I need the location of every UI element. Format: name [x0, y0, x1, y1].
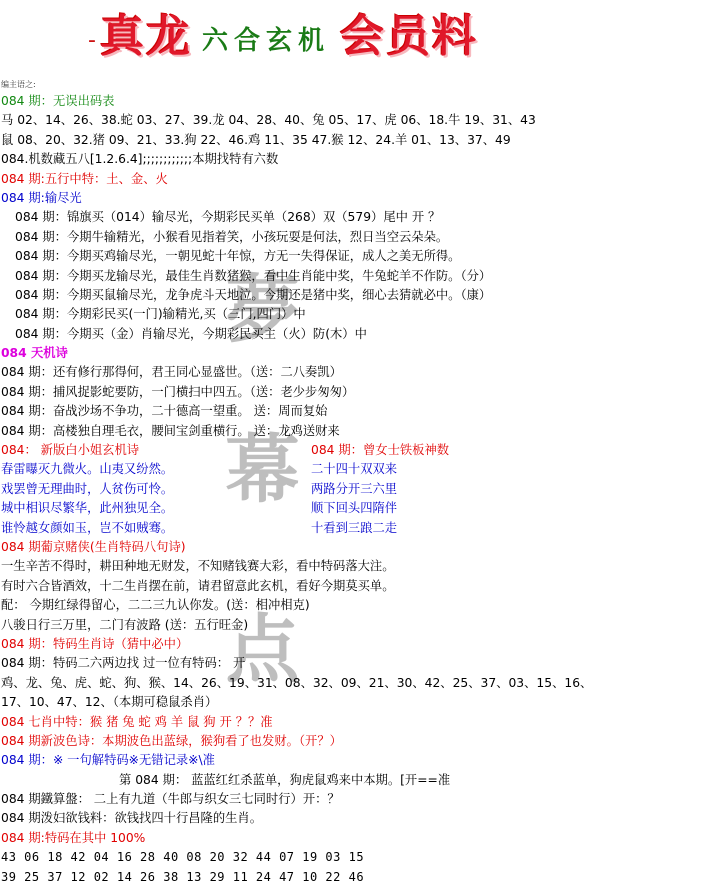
page-title	[88, 4, 478, 66]
page-header	[0, 0, 720, 70]
text-line: 第 084 期： 蓝蓝红红杀蓝单，狗虎鼠鸡来中本期。[开==准	[119, 772, 451, 787]
title-dash: -	[88, 28, 96, 53]
poem-line: 谁怜越女颜如玉，岂不如贼骞。	[1, 520, 174, 535]
text-line: 084 期：今期买鸡输尽光，一朝见蛇十年惊，方无一失得保证，成人之美无所得。	[15, 249, 461, 264]
text-line: 084 期：今期买（金）肖输尽光，今期彩民买主（火）防(木）中	[15, 326, 367, 341]
text-line: 084 期：今期彩民买(一门)输精光,买（三门,四门）中	[15, 307, 306, 322]
section-heading: 084 期：无误出码表	[1, 94, 115, 108]
text-line: 084 期：高楼独自理毛衣，腰间宝剑重横行。 送：龙鸡送财来	[1, 423, 340, 438]
poem-line: 春雷曝灭九微火。山夷又纷然。	[1, 462, 174, 477]
number-row: 43 06 18 42 04 16 28 40 08 20 32 44 07 19 03 15	[1, 850, 365, 865]
title-end: 会员料	[339, 11, 478, 62]
two-column-row	[1, 480, 719, 499]
two-column-row	[1, 519, 719, 538]
title-main: 真龙	[99, 11, 192, 62]
editor-note: 编主语之:	[1, 80, 36, 89]
poem-line: 二十四十双双来	[311, 462, 398, 477]
text-line: 17、10、47、12、（本期可稳鼠杀肖）	[1, 695, 218, 710]
text-line: 084 期：奋战沙场不争功，二十德高一望重。 送：周而复始	[1, 404, 328, 419]
two-column-row	[1, 460, 719, 479]
poem-line: 城中相识尽繁华，此州独见全。	[1, 501, 174, 516]
text-line	[1, 713, 719, 732]
section-heading: 084 期：曾女士铁板神数	[311, 443, 450, 458]
text-line: 084 期泼妇欲钱料：欲钱找四十行昌隆的生肖。	[1, 811, 263, 826]
two-column-row	[1, 441, 719, 460]
poem-line: 顺下回头四隋伴	[311, 501, 398, 516]
text-line: 084 期：今期买龙输尽光，最佳生肖数猪猴，看中生肖能中奖，牛兔蛇羊不作防。（分）	[15, 268, 492, 283]
text-line: 有时六合皆酒效，十二生肖摆在前，请君留意此玄机，看好今期莫买单。	[1, 578, 395, 593]
text-line: 084 期：今期买鼠输尽光，龙争虎斗天地泣。今期还是猪中奖，细心去猜就必中。（康）	[15, 287, 492, 302]
section-heading: 084 期:特码在其中 100%	[1, 830, 146, 845]
text-line: 马 02、14、26、38.蛇 03、27、39.龙 04、28、40、兔 05、17、虎 06、18.牛 19、31、43	[1, 113, 536, 128]
text-line: 084 期：锦旗买（014）输尽光，今期彩民买单（268）双（579）尾中 开 ？	[15, 210, 441, 225]
section-heading: 084 期:五行中特：土、金、火	[1, 171, 168, 186]
watermark-char: 点	[225, 607, 300, 693]
poem-line: 两路分开三六里	[311, 481, 398, 496]
text-line: 084 期：还有修行那得何，君王同心显盛世。（送：二八奏凯）	[1, 365, 342, 380]
section-heading: 084 七肖中特：猴 猪 兔 蛇 鸡 羊 鼠 狗 开 ？？准	[1, 714, 273, 729]
text-line: 一生辛苦不得时，耕田种地无财发，不知赌钱赛大彩，看中特码落大注。	[1, 559, 395, 574]
section-heading: 084 期：特码生肖诗（猜中必中）	[1, 636, 189, 651]
main-content	[1, 92, 719, 887]
two-column-row	[1, 499, 719, 518]
section-heading: 084 天机诗	[1, 346, 68, 361]
text-line: 配： 今期红绿得留心，二二三九认你发。(送：相冲相克)	[1, 598, 310, 613]
text-line: 八骏日行三万里，二门有波路 (送：五行旺金)	[1, 617, 249, 632]
text-line: 鼠 08、20、32.猪 09、21、33.狗 22、46.鸡 11、35 47.猴 12、24.羊 01、13、37、49	[1, 132, 511, 147]
section-heading: 084 期葡京赌侠(生肖特码八句诗)	[1, 539, 186, 554]
section-heading: 084 期新波色诗：本期波色出蓝绿，猴狗看了也发财。（开？）	[1, 733, 342, 748]
text-line	[1, 732, 719, 751]
text-line: 084 期：特码二六两边找 过一位有特码： 开	[1, 656, 246, 671]
text-line: 084 期：捕风捉影蛇要防，一门横扫中四五。（送：老少步匆匆）	[1, 384, 355, 399]
number-row: 39 25 37 12 02 14 26 38 13 29 11 24 47 10 22 46	[1, 869, 365, 884]
section-heading: 084： 新版白小姐玄机诗	[1, 443, 140, 458]
watermark-char: 夢	[225, 267, 300, 353]
text-line: 084.机数藏五八[1.2.6.4];;;;;;;;;;;;本期找特有六数	[1, 152, 279, 167]
text-line: 084 期鐵算盤： 二上有九道（牛郎与织女三七同时行）开：？	[1, 792, 340, 807]
section-heading: 084 期:输尽光	[1, 190, 82, 205]
poem-line: 十看到三踉二走	[311, 520, 398, 535]
text-line: 鸡、龙、兔、虎、蛇、狗、猴、14、26、19、31、08、32、09、21、30、42、25、37、03、15、16、	[1, 675, 593, 690]
title-sub: 六合玄机	[201, 26, 330, 56]
poem-line: 戏罢曾无理曲时，人贫伤可怜。	[1, 481, 174, 496]
watermark-char: 幕	[225, 427, 300, 513]
text-line: 084 期：今期牛输精光，小猴看见指着笑，小孩玩耍是何法，烈日当空云朵朵。	[15, 229, 449, 244]
section-heading: 084 期：※ 一句解特码※无错记录※\准	[1, 753, 215, 768]
